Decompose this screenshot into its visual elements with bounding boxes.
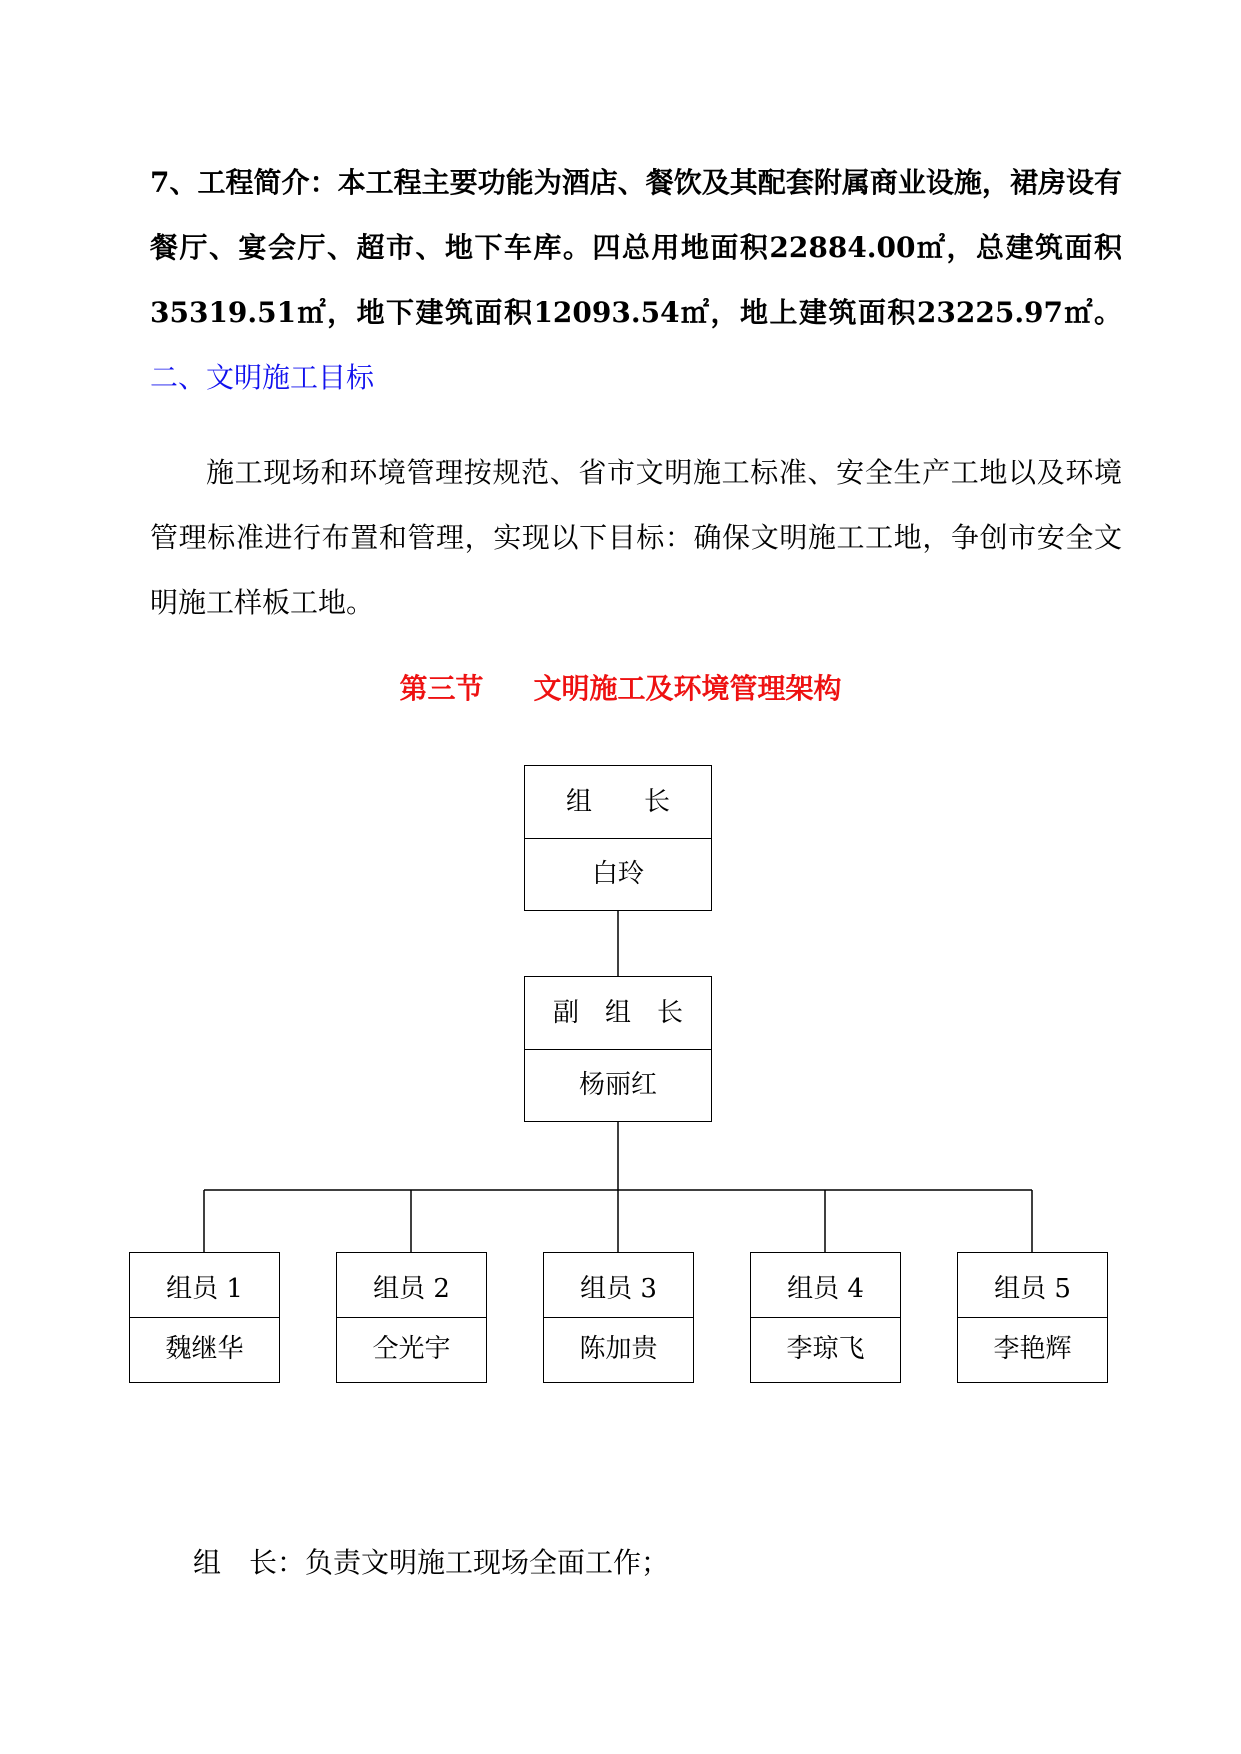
duty-role: 组 长: [193, 1546, 278, 1579]
duty-text: ：负责文明施工现场全面工作；: [277, 1546, 670, 1579]
deputy-role: 副 组 长: [552, 998, 683, 1028]
member-role: 组员 4: [787, 1274, 864, 1304]
leader-box: [524, 765, 712, 911]
member-role: 组员 5: [994, 1274, 1071, 1304]
goal-heading: 二、文明施工目标: [150, 361, 375, 394]
section-title-text: 文明施工及环境管理架构: [533, 672, 842, 705]
member-box-5: [957, 1252, 1108, 1383]
project-intro-text: 7、工程简介：本工程主要功能为酒店、餐饮及其配套附属商业设施，裙房设有餐厅、宴会厅、超市、地下车库。四总用地面积22884.00㎡，总建筑面积35319.51㎡，地下建筑面积12093.54㎡，地上建筑面积23225.97㎡。: [150, 166, 1122, 329]
leader-name: 白玲: [591, 859, 644, 889]
member-box-4: [750, 1252, 901, 1383]
leader-role: 组 长: [565, 787, 670, 817]
goal-paragraph: 施工现场和环境管理按规范、省市文明施工标准、安全生产工地以及环境管理标准进行布置和管理，实现以下目标：确保文明施工工地，争创市安全文明施工样板工地。: [150, 456, 1122, 619]
member-name: 陈加贵: [579, 1334, 658, 1364]
section-number: 第三节: [399, 672, 484, 705]
member-box-2: [336, 1252, 487, 1383]
deputy-name: 杨丽红: [578, 1070, 657, 1100]
member-role: 组员 2: [373, 1274, 450, 1304]
member-role: 组员 1: [166, 1274, 243, 1304]
member-role: 组员 3: [580, 1274, 657, 1304]
member-name: 魏继华: [165, 1334, 244, 1364]
deputy-box: [524, 976, 712, 1122]
member-name: 李艳辉: [993, 1334, 1072, 1364]
leader-duty-line: [193, 1533, 669, 1593]
member-box-1: [129, 1252, 280, 1383]
member-name: 仝光宇: [372, 1334, 451, 1364]
member-name: 李琼飞: [786, 1334, 865, 1364]
member-box-3: [543, 1252, 694, 1383]
